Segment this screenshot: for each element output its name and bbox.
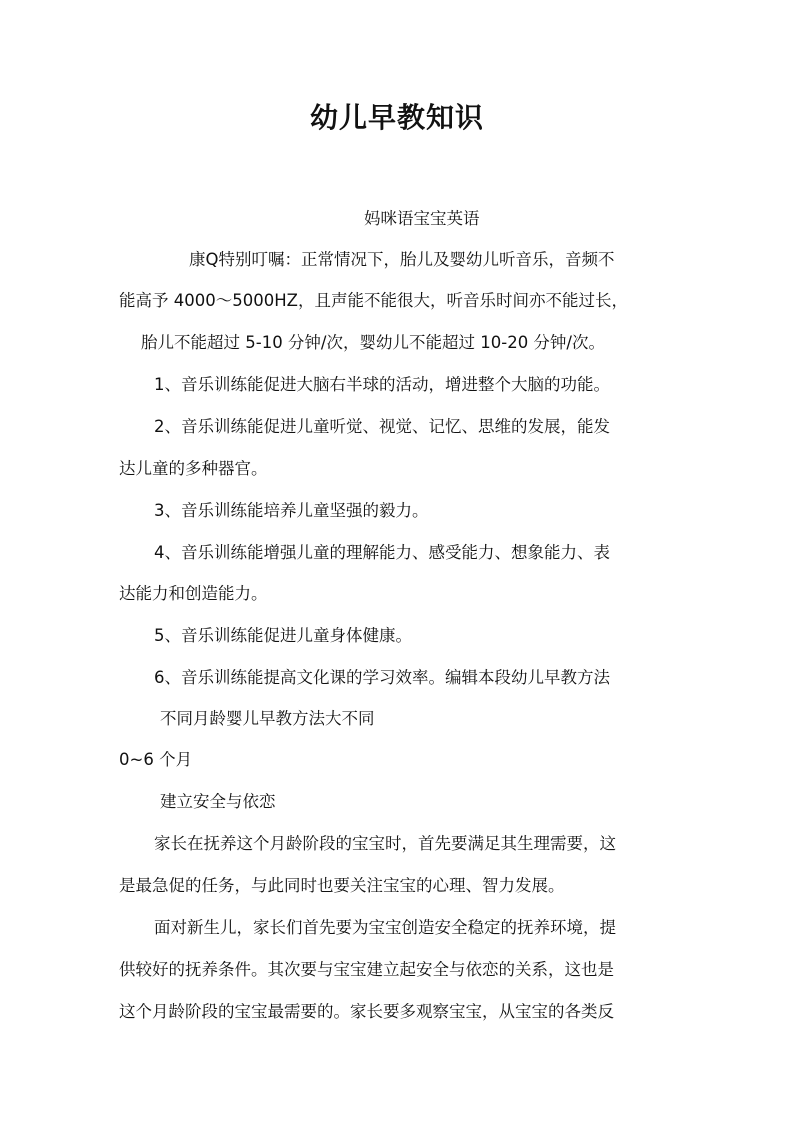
- paragraph-line: 面对新生儿，家长们首先要为宝宝创造安全稳定的抚养环境，提: [154, 918, 616, 937]
- document-title: 幼儿早教知识: [309, 101, 484, 134]
- list-item-line: 4、音乐训练能增强儿童的理解能力、感受能力、想象能力、表: [154, 543, 610, 562]
- paragraph-line: 能高予 4000～5000HZ，且声能不能很大，听音乐时间亦不能过长，: [119, 291, 628, 310]
- list-item-line: 达能力和创造能力。: [119, 584, 268, 603]
- subtitle-line: 妈咪语宝宝英语: [364, 209, 480, 228]
- paragraph-line: 是最急促的任务，与此同时也要关注宝宝的心理、智力发展。: [119, 876, 565, 895]
- list-item-line: 2、音乐训练能促进儿童听觉、视觉、记忆、思维的发展，能发: [154, 417, 610, 436]
- section-heading: 不同月龄婴儿早教方法大不同: [160, 709, 375, 728]
- paragraph-line: 供较好的抚养条件。其次要与宝宝建立起安全与依恋的关系，这也是: [119, 960, 614, 979]
- paragraph-line: 家长在抚养这个月龄阶段的宝宝时，首先要满足其生理需要，这: [154, 834, 616, 853]
- list-item-line: 6、音乐训练能提高文化课的学习效率。编辑本段幼儿早教方法: [154, 668, 610, 687]
- paragraph-line: 胎儿不能超过 5-10 分钟/次，婴幼儿不能超过 10-20 分钟/次。: [141, 333, 605, 352]
- list-item-line: 3、音乐训练能培养儿童坚强的毅力。: [154, 501, 429, 520]
- list-item-line: 1、音乐训练能促进大脑右半球的活动，增进整个大脑的功能。: [154, 375, 610, 394]
- age-range-heading: 0~6 个月: [119, 750, 193, 769]
- list-item-line: 5、音乐训练能促进儿童身体健康。: [154, 626, 412, 645]
- paragraph-line: 这个月龄阶段的宝宝最需要的。家长要多观察宝宝，从宝宝的各类反: [119, 1002, 614, 1021]
- list-item-line: 达儿童的多种器官。: [119, 459, 268, 478]
- subsection-heading: 建立安全与依恋: [160, 792, 276, 811]
- paragraph-line: 康Q特别叮嘱：正常情况下，胎儿及婴幼儿听音乐，音频不: [189, 250, 615, 269]
